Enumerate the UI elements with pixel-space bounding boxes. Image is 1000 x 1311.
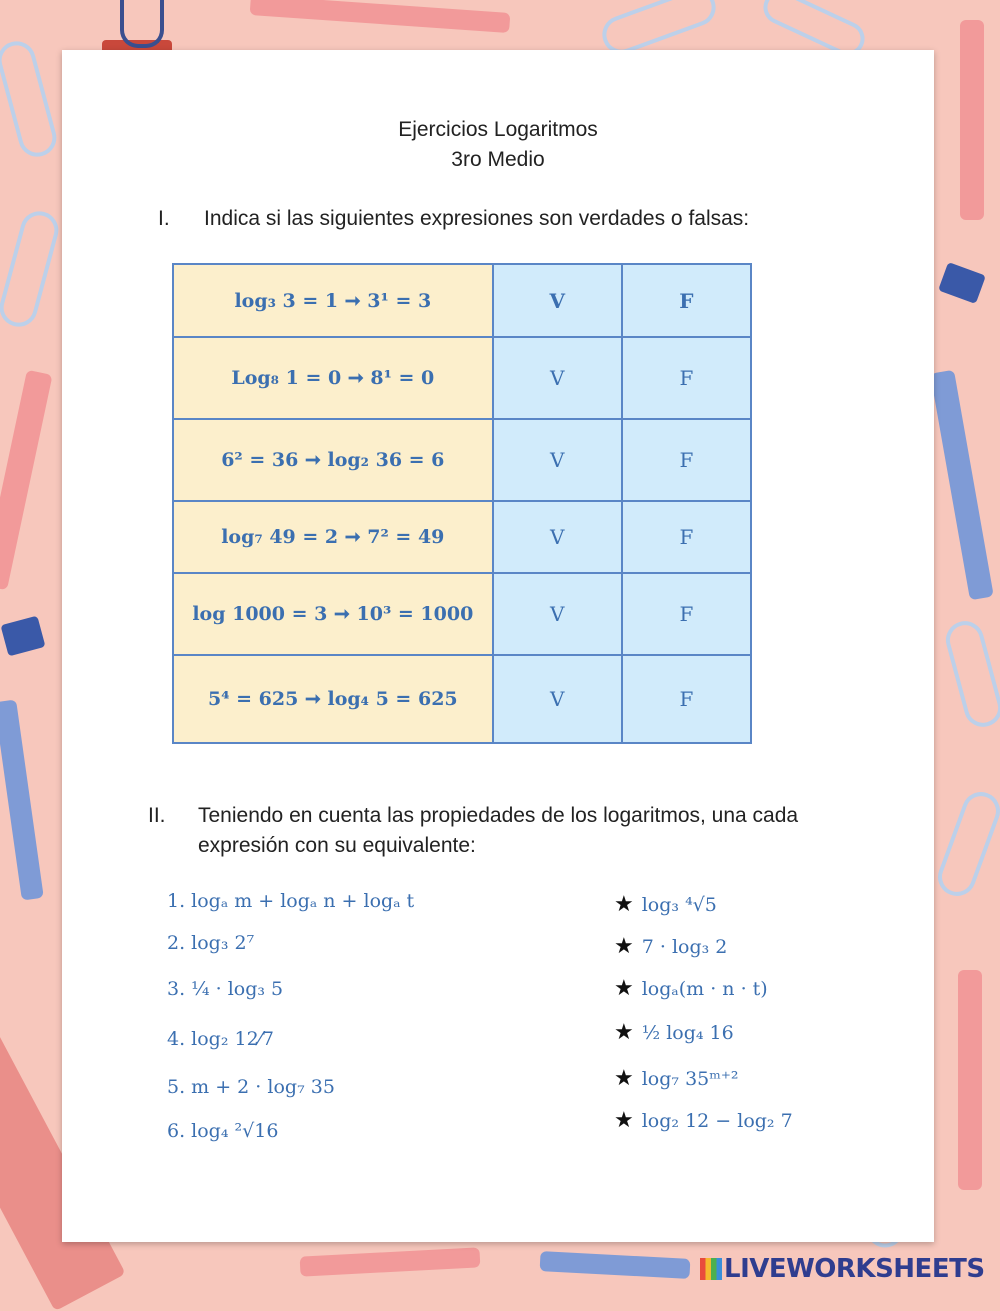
paperclip-left-1: [0, 37, 61, 161]
star-icon: ★: [614, 892, 634, 917]
section2-instruction: [148, 801, 878, 865]
star-icon: ★: [614, 976, 634, 1001]
list-item[interactable]: [614, 1020, 734, 1045]
pencil-right-top: [960, 20, 984, 220]
list-item-label: ½ log₄ 16: [641, 1022, 734, 1044]
binder-clip-red-wire: [120, 0, 164, 48]
list-item[interactable]: [614, 1066, 739, 1091]
list-item[interactable]: [614, 976, 768, 1001]
false-option[interactable]: F: [622, 501, 751, 573]
star-icon: ★: [614, 934, 634, 959]
pencil-top: [250, 0, 511, 33]
section1-number: I.: [158, 207, 170, 230]
expression-cell: Log₈ 1 = 0 ➞ 8¹ = 0: [173, 337, 493, 419]
list-item-label: log₃ ⁴√5: [641, 894, 717, 916]
list-item[interactable]: 5. m + 2 · log₇ 35: [167, 1076, 335, 1098]
list-item[interactable]: 1. logₐ m + logₐ n + logₐ t: [167, 890, 415, 912]
list-item[interactable]: [614, 892, 717, 917]
binder-clip-blue-right: [938, 262, 986, 304]
true-option[interactable]: V: [493, 573, 622, 655]
expression-cell: 5⁴ = 625 ➞ log₄ 5 = 625: [173, 655, 493, 743]
expression-cell: log 1000 = 3 ➞ 10³ = 1000: [173, 573, 493, 655]
pencil-bottom: [300, 1247, 481, 1276]
false-option[interactable]: F: [622, 264, 751, 337]
section2-text: Teniendo en cuenta las propiedades de los logaritmos, una cada expresión con su equivalente:: [198, 804, 799, 857]
logo-icon: [700, 1258, 722, 1280]
pencil-left-blue: [0, 699, 44, 900]
expression-cell: log₃ 3 = 1 ➞ 3¹ = 3: [173, 264, 493, 337]
list-item[interactable]: [614, 1108, 793, 1133]
true-option[interactable]: V: [493, 501, 622, 573]
liveworksheets-logo[interactable]: [700, 1254, 985, 1284]
paperclip-right-1: [942, 617, 1000, 731]
expression-cell: 6² = 36 ➞ log₂ 36 = 6: [173, 419, 493, 501]
table-row: [173, 419, 751, 501]
false-option[interactable]: F: [622, 655, 751, 743]
pencil-left-red: [0, 370, 53, 591]
pencil-bottom-blue: [540, 1251, 691, 1279]
table-row: [173, 573, 751, 655]
true-option[interactable]: V: [493, 655, 622, 743]
worksheet-subtitle: 3ro Medio: [451, 148, 545, 171]
section1-text: Indica si las siguientes expresiones son verdades o falsas:: [204, 207, 750, 230]
table-row: [173, 655, 751, 743]
star-icon: ★: [614, 1020, 634, 1045]
table-row: [173, 264, 751, 337]
false-option[interactable]: F: [622, 419, 751, 501]
star-icon: ★: [614, 1108, 634, 1133]
pencil-right-blue: [930, 370, 994, 601]
section2-number: II.: [148, 804, 166, 827]
list-item-label: log₂ 12 − log₂ 7: [641, 1110, 793, 1132]
true-option[interactable]: V: [493, 419, 622, 501]
false-option[interactable]: F: [622, 337, 751, 419]
list-item[interactable]: [614, 934, 727, 959]
pencil-right-bottom: [958, 970, 982, 1190]
binder-clip-blue-left: [1, 616, 46, 657]
list-item[interactable]: 6. log₄ ²√16: [167, 1120, 279, 1142]
table-row: [173, 337, 751, 419]
true-false-table: [172, 263, 752, 744]
left-expression-list: [167, 890, 547, 1150]
paperclip-left-2: [0, 207, 63, 331]
right-expression-list: [614, 892, 914, 1142]
false-option[interactable]: F: [622, 573, 751, 655]
true-option[interactable]: V: [493, 264, 622, 337]
list-item[interactable]: 3. ¼ · log₃ 5: [167, 978, 284, 1000]
logo-text: LIVEWORKSHEETS: [724, 1254, 985, 1284]
list-item-label: 7 · log₃ 2: [641, 936, 728, 958]
list-item[interactable]: 2. log₃ 2⁷: [167, 932, 255, 954]
worksheet-paper: [62, 50, 934, 1242]
star-icon: ★: [614, 1066, 634, 1091]
paperclip-right-2: [933, 787, 1000, 901]
expression-cell: log₇ 49 = 2 ➞ 7² = 49: [173, 501, 493, 573]
list-item-label: logₐ(m · n · t): [641, 978, 768, 1000]
worksheet-title: Ejercicios Logaritmos: [398, 118, 598, 141]
list-item[interactable]: 4. log₂ 12⁄7: [167, 1028, 274, 1050]
true-option[interactable]: V: [493, 337, 622, 419]
list-item-label: log₇ 35ᵐ⁺²: [641, 1068, 739, 1090]
table-row: [173, 501, 751, 573]
